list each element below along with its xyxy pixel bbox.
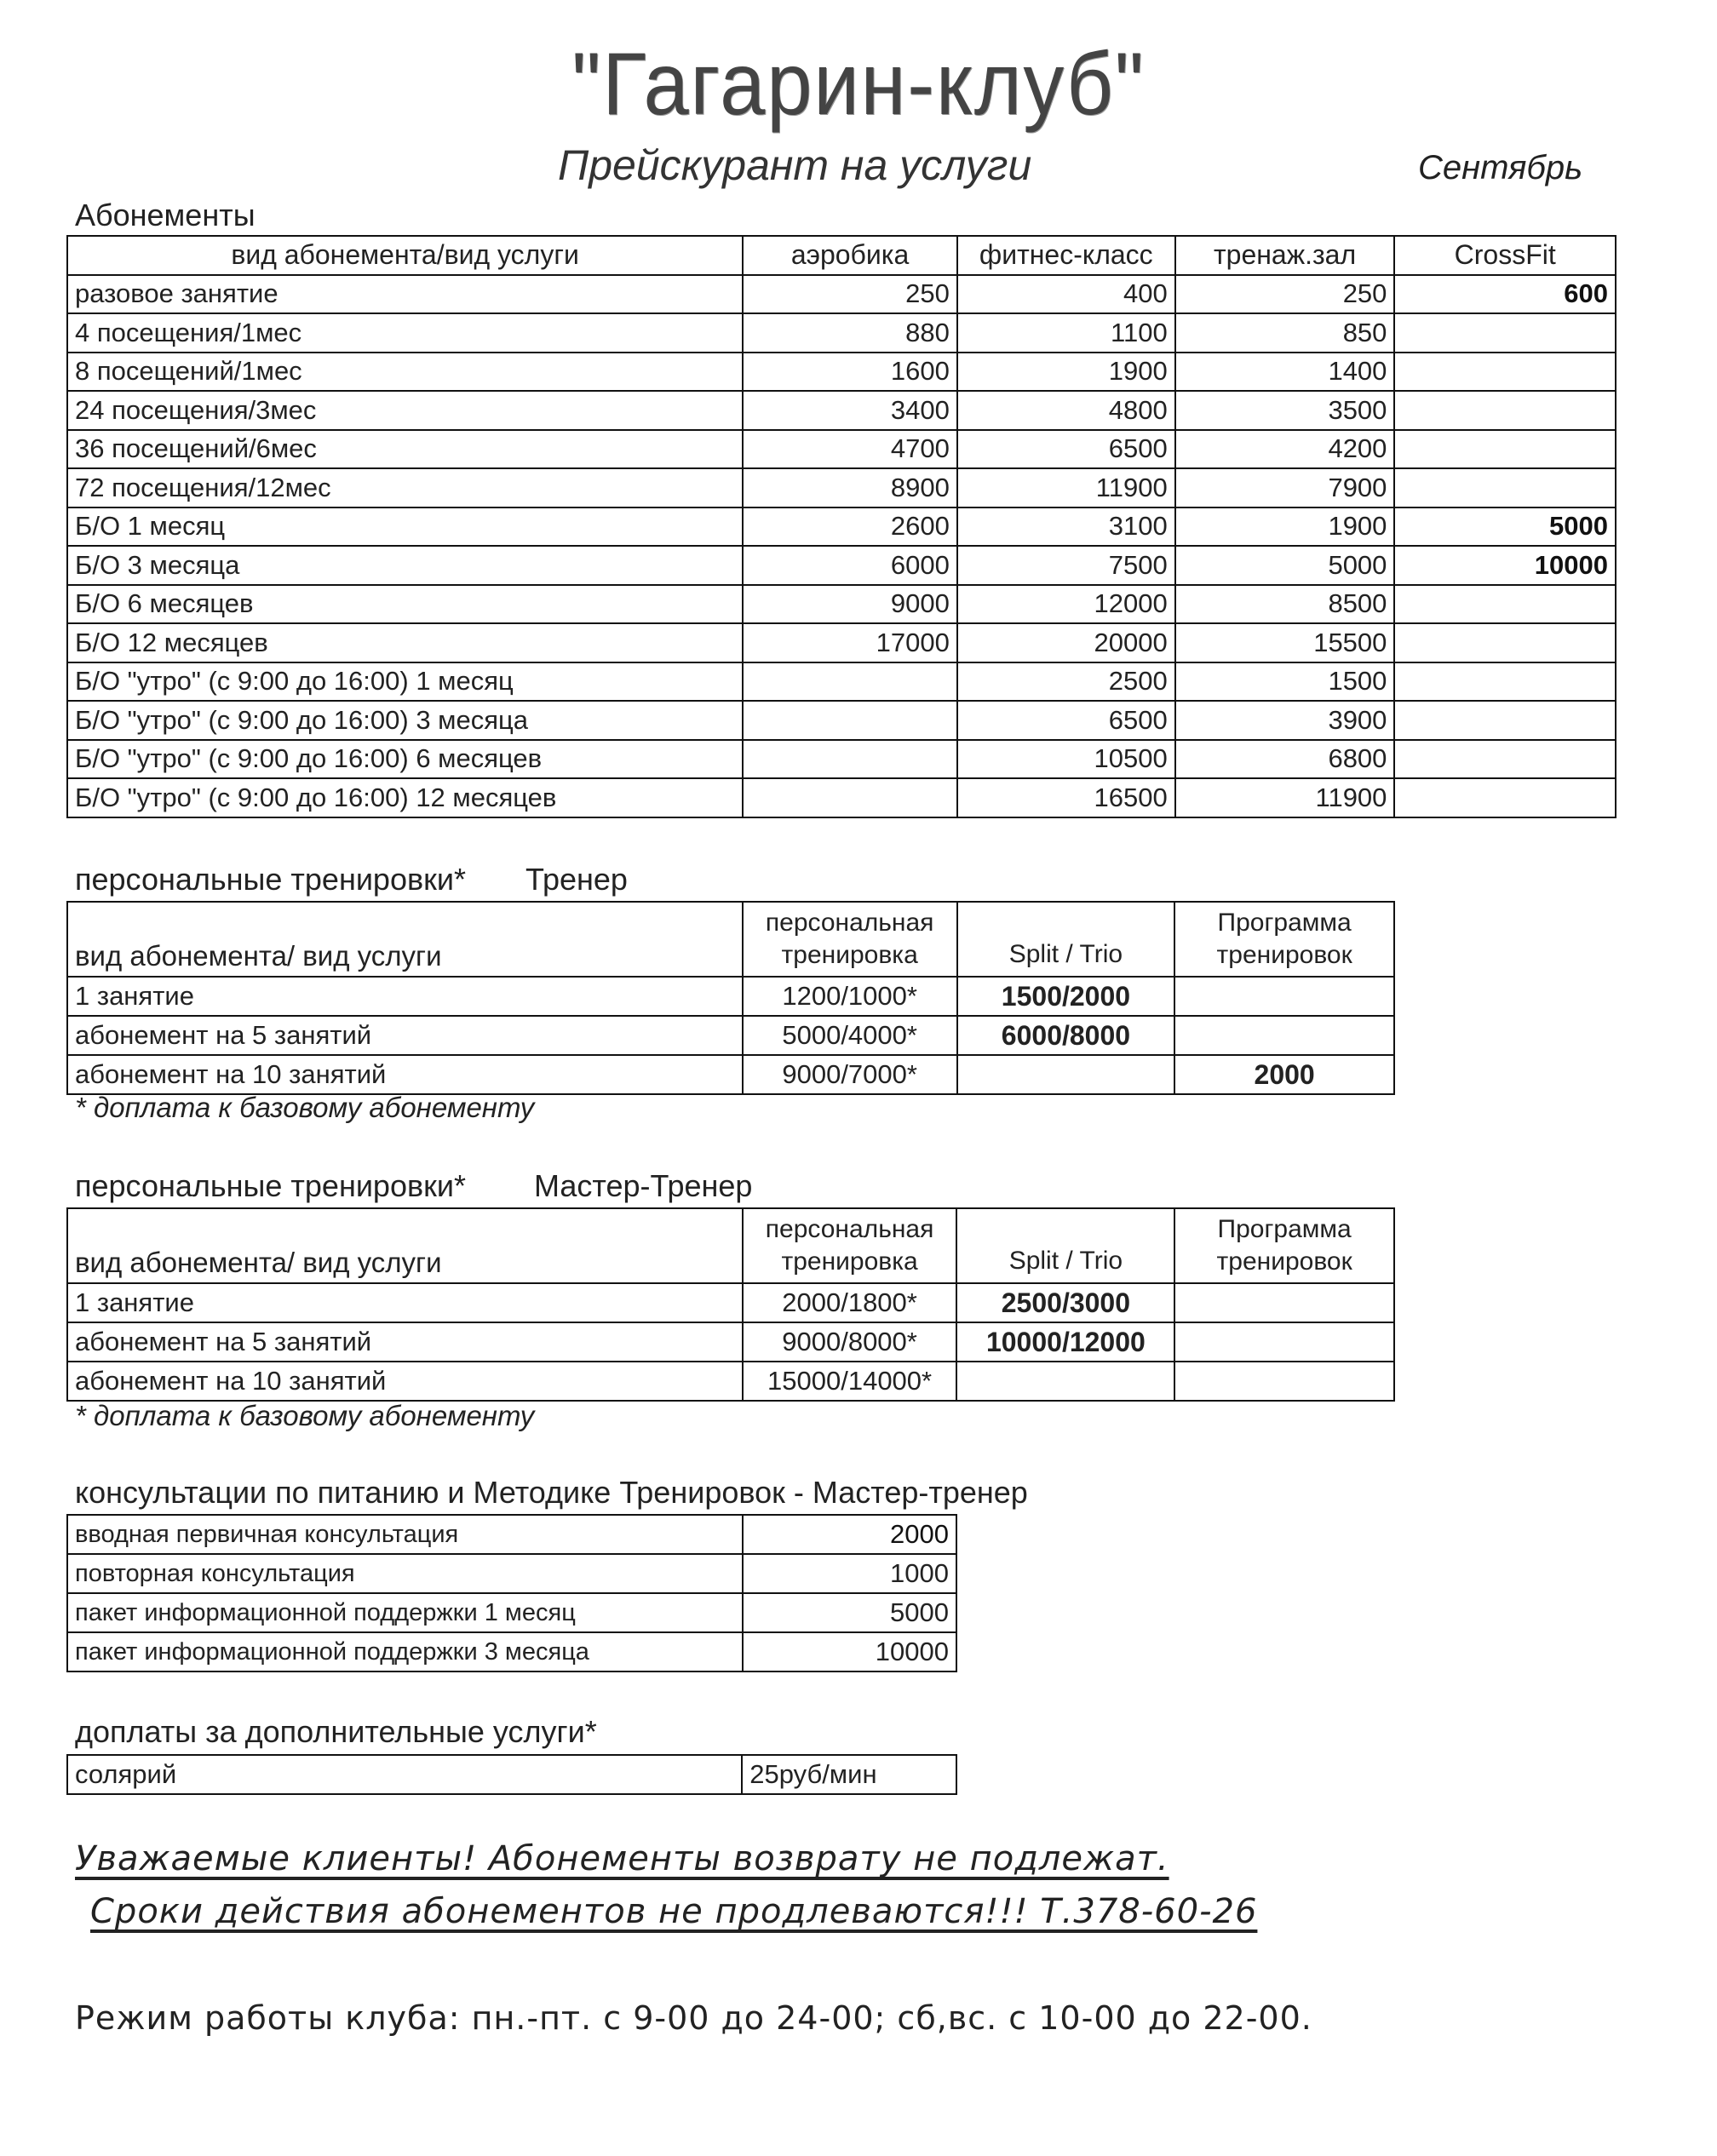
table-row (67, 1362, 1394, 1401)
row-label: абонемент на 10 занятий (67, 1362, 743, 1401)
table-row (67, 1554, 956, 1593)
table-row (67, 977, 1394, 1016)
crossfit-price (1394, 468, 1616, 507)
gym-price: 11900 (1175, 778, 1395, 817)
table-row (67, 468, 1616, 507)
personal-master-section-title (75, 1168, 752, 1204)
personal-price: 1200/1000* (743, 977, 957, 1016)
table-header-row (67, 1208, 1394, 1283)
no-extension-notice: Сроки действия абонементов не продлеваются!!! Т.378-60-26 (90, 1892, 1258, 1931)
aerobics-price: 3400 (743, 391, 957, 430)
table-header-row (67, 902, 1394, 977)
row-label: Б/О 6 месяцев (67, 585, 743, 624)
price: 1000 (743, 1554, 956, 1593)
header-line: Программа (1217, 909, 1352, 937)
fitness-price: 16500 (957, 778, 1175, 817)
table-row (67, 507, 1616, 547)
master-trainer-table (66, 1207, 1395, 1402)
row-label: 36 посещений/6мес (67, 430, 743, 469)
program-price (1174, 1362, 1394, 1401)
aerobics-price: 2600 (743, 507, 957, 547)
row-label: вводная первичная консультация (67, 1515, 743, 1554)
table-row (67, 1755, 956, 1794)
header-line: тренировок (1216, 1247, 1352, 1276)
aerobics-price: 6000 (743, 546, 957, 585)
row-label: разовое занятие (67, 275, 743, 314)
gym-price: 4200 (1175, 430, 1395, 469)
fitness-price: 4800 (957, 391, 1175, 430)
table-row (67, 546, 1616, 585)
column-header: Split / Trio (957, 902, 1175, 977)
price: 2000 (743, 1515, 956, 1554)
table-row (67, 1016, 1394, 1055)
table-row (67, 1322, 1394, 1362)
fitness-price: 400 (957, 275, 1175, 314)
table-row (67, 1632, 956, 1671)
table-row (67, 430, 1616, 469)
column-header (1174, 1208, 1394, 1283)
crossfit-price (1394, 353, 1616, 392)
column-header: Split / Trio (956, 1208, 1174, 1283)
fitness-price: 10500 (957, 740, 1175, 779)
price: 5000 (743, 1593, 956, 1632)
table-row (67, 585, 1616, 624)
fitness-price: 12000 (957, 585, 1175, 624)
aerobics-price: 4700 (743, 430, 957, 469)
gym-price: 8500 (1175, 585, 1395, 624)
fitness-price: 11900 (957, 468, 1175, 507)
column-header: аэробика (743, 236, 957, 275)
column-header: вид абонемента/вид услуги (67, 236, 743, 275)
column-header: вид абонемента/ вид услуги (67, 902, 743, 977)
fitness-price: 6500 (957, 701, 1175, 740)
row-label: 1 занятие (67, 1283, 743, 1322)
aerobics-price: 880 (743, 313, 957, 353)
table-row (67, 1593, 956, 1632)
table-row (67, 353, 1616, 392)
no-refund-notice: Уважаемые клиенты! Абонементы возврату не подлежат. (75, 1839, 1169, 1878)
aerobics-price (743, 662, 957, 702)
gym-price: 5000 (1175, 546, 1395, 585)
header-line: Программа (1217, 1215, 1352, 1243)
row-label: Б/О 3 месяца (67, 546, 743, 585)
crossfit-price (1394, 740, 1616, 779)
consultations-table (66, 1514, 957, 1672)
header-line: персональная (765, 1215, 934, 1243)
column-header: фитнес-класс (957, 236, 1175, 275)
column-header: тренаж.зал (1175, 236, 1395, 275)
row-label: Б/О "утро" (с 9:00 до 16:00) 1 месяц (67, 662, 743, 702)
aerobics-price: 9000 (743, 585, 957, 624)
column-header (1174, 902, 1394, 977)
section-title-text: персональные тренировки* (75, 1168, 466, 1203)
fitness-price: 3100 (957, 507, 1175, 547)
table-row (67, 275, 1616, 314)
column-header: вид абонемента/ вид услуги (67, 1208, 743, 1283)
price: 25руб/мин (742, 1755, 956, 1794)
aerobics-price: 250 (743, 275, 957, 314)
personal-price: 9000/8000* (743, 1322, 957, 1362)
header-line: персональная (765, 909, 934, 937)
gym-price: 3500 (1175, 391, 1395, 430)
fitness-price: 1100 (957, 313, 1175, 353)
column-header (743, 1208, 957, 1283)
table-row (67, 1055, 1394, 1094)
table-row (67, 1515, 956, 1554)
personal-price: 15000/14000* (743, 1362, 957, 1401)
crossfit-price (1394, 662, 1616, 702)
row-label: пакет информационной поддержки 1 месяц (67, 1593, 743, 1632)
crossfit-price (1394, 430, 1616, 469)
header-line: тренировка (781, 1247, 918, 1276)
table-header-row (67, 236, 1616, 275)
row-label: 1 занятие (67, 977, 743, 1016)
opening-hours: Режим работы клуба: пн.-пт. с 9-00 до 24-00; сб,вс. с 10-00 до 22-00. (75, 1999, 1312, 2037)
personal-trainer-section-title (75, 862, 628, 897)
header-line: тренировок (1216, 941, 1352, 969)
table-row (67, 313, 1616, 353)
crossfit-price (1394, 391, 1616, 430)
crossfit-price (1394, 623, 1616, 662)
personal-price: 2000/1800* (743, 1283, 957, 1322)
split-trio-price: 2500/3000 (956, 1283, 1174, 1322)
aerobics-price: 8900 (743, 468, 957, 507)
crossfit-price: 10000 (1394, 546, 1616, 585)
aerobics-price (743, 778, 957, 817)
table-row (67, 701, 1616, 740)
trainer-table (66, 901, 1395, 1095)
gym-price: 850 (1175, 313, 1395, 353)
program-price (1174, 1283, 1394, 1322)
column-header (743, 902, 957, 977)
split-trio-price: 6000/8000 (957, 1016, 1175, 1055)
crossfit-price (1394, 585, 1616, 624)
crossfit-price (1394, 778, 1616, 817)
split-trio-price (957, 1055, 1175, 1094)
gym-price: 6800 (1175, 740, 1395, 779)
row-label: 4 посещения/1мес (67, 313, 743, 353)
fitness-price: 1900 (957, 353, 1175, 392)
month-label: Сентябрь (1418, 149, 1583, 186)
fitness-price: 20000 (957, 623, 1175, 662)
row-label: Б/О "утро" (с 9:00 до 16:00) 12 месяцев (67, 778, 743, 817)
club-title: "Гагарин-клуб" (571, 35, 1146, 134)
fitness-price: 7500 (957, 546, 1175, 585)
row-label: 8 посещений/1мес (67, 353, 743, 392)
column-header: CrossFit (1394, 236, 1616, 275)
subscriptions-section-title: Абонементы (75, 198, 256, 232)
row-label: Б/О 12 месяцев (67, 623, 743, 662)
row-label: 24 посещения/3мес (67, 391, 743, 430)
price: 10000 (743, 1632, 956, 1671)
aerobics-price (743, 701, 957, 740)
master-footnote: * доплата к базовому абонементу (75, 1400, 535, 1431)
split-trio-price: 10000/12000 (956, 1322, 1174, 1362)
gym-price: 250 (1175, 275, 1395, 314)
aerobics-price: 17000 (743, 623, 957, 662)
row-label: Б/О "утро" (с 9:00 до 16:00) 3 месяца (67, 701, 743, 740)
program-price: 2000 (1174, 1055, 1394, 1094)
extras-section-title: доплаты за дополнительные услуги* (75, 1714, 597, 1749)
row-label: пакет информационной поддержки 3 месяца (67, 1632, 743, 1671)
table-row (67, 740, 1616, 779)
row-label: солярий (67, 1755, 742, 1794)
program-price (1174, 1016, 1394, 1055)
row-label: абонемент на 10 занятий (67, 1055, 743, 1094)
program-price (1174, 977, 1394, 1016)
table-row (67, 391, 1616, 430)
gym-price: 1900 (1175, 507, 1395, 547)
table-row (67, 1283, 1394, 1322)
gym-price: 3900 (1175, 701, 1395, 740)
gym-price: 1400 (1175, 353, 1395, 392)
personal-price: 9000/7000* (743, 1055, 957, 1094)
row-label: повторная консультация (67, 1554, 743, 1593)
crossfit-price: 600 (1394, 275, 1616, 314)
trainer-level: Мастер-Тренер (533, 1168, 753, 1203)
aerobics-price: 1600 (743, 353, 957, 392)
row-label: абонемент на 5 занятий (67, 1322, 743, 1362)
aerobics-price (743, 740, 957, 779)
section-title-text: персональные тренировки* (75, 862, 466, 897)
trainer-level: Тренер (525, 862, 628, 897)
gym-price: 1500 (1175, 662, 1395, 702)
table-row (67, 778, 1616, 817)
program-price (1174, 1322, 1394, 1362)
table-row (67, 662, 1616, 702)
crossfit-price (1394, 701, 1616, 740)
fitness-price: 6500 (957, 430, 1175, 469)
fitness-price: 2500 (957, 662, 1175, 702)
header-line: тренировка (781, 941, 918, 969)
gym-price: 7900 (1175, 468, 1395, 507)
row-label: абонемент на 5 занятий (67, 1016, 743, 1055)
row-label: Б/О 1 месяц (67, 507, 743, 547)
personal-price: 5000/4000* (743, 1016, 957, 1055)
split-trio-price (956, 1362, 1174, 1401)
row-label: Б/О "утро" (с 9:00 до 16:00) 6 месяцев (67, 740, 743, 779)
row-label: 72 посещения/12мес (67, 468, 743, 507)
table-row (67, 623, 1616, 662)
consultations-section-title: консультации по питанию и Методике Тренировок - Мастер-тренер (75, 1475, 1028, 1510)
extras-table (66, 1754, 957, 1795)
split-trio-price: 1500/2000 (957, 977, 1175, 1016)
crossfit-price (1394, 313, 1616, 353)
subscriptions-table (66, 235, 1617, 818)
trainer-footnote: * доплата к базовому абонементу (75, 1092, 535, 1123)
price-list-subtitle: Прейскурант на услуги (558, 141, 1032, 189)
gym-price: 15500 (1175, 623, 1395, 662)
crossfit-price: 5000 (1394, 507, 1616, 547)
